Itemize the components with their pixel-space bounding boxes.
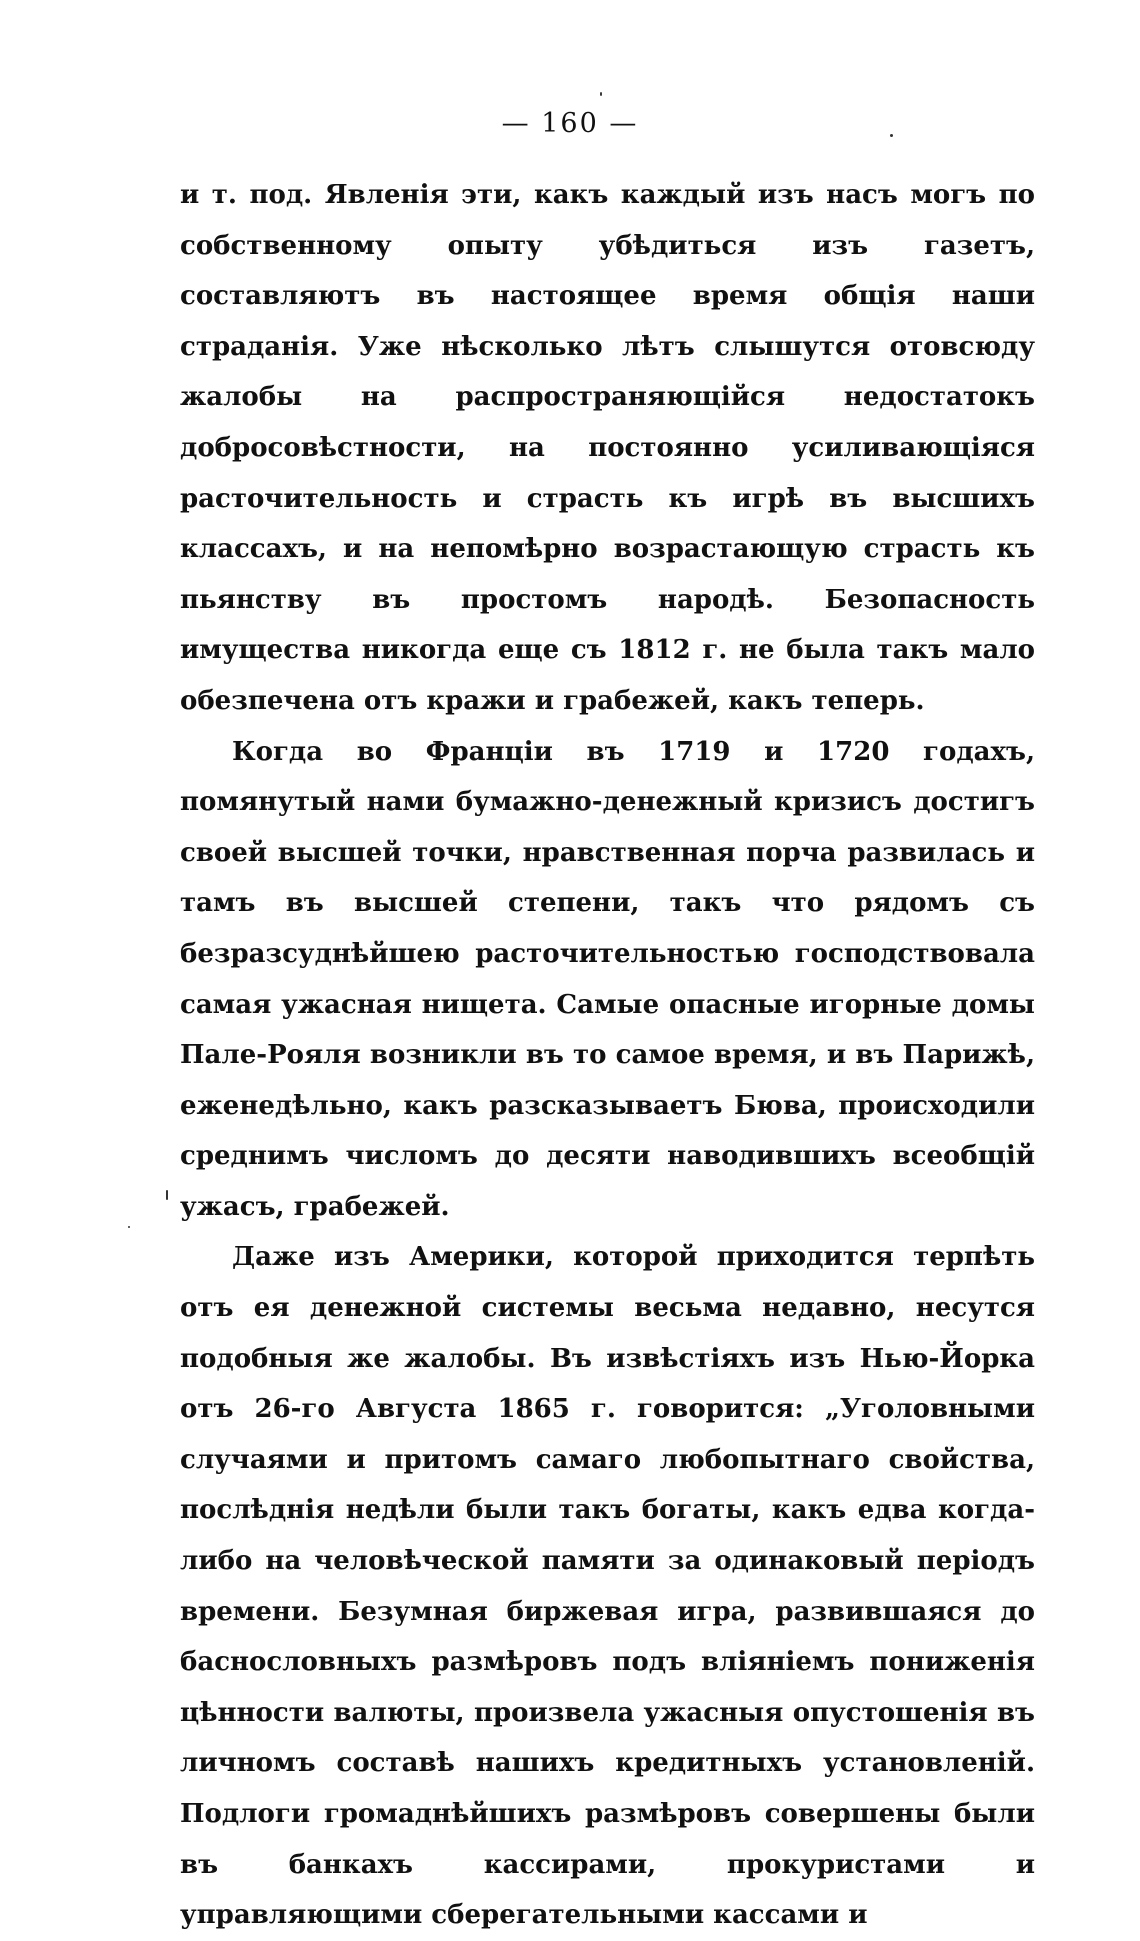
ink-speck xyxy=(166,1190,168,1200)
ink-speck xyxy=(128,1226,130,1228)
ink-speck xyxy=(600,92,602,96)
ink-speck xyxy=(890,134,893,137)
paragraph: Даже изъ Америки, которой приходится терпѣть отъ ея денежной системы весьма недавно, несутся подобныя же жалобы. Въ извѣстіяхъ изъ Нью-Йорка отъ 26-го Августа 1865 г. говорится: „Уголовными случаями и притомъ самаго любопытнаго свойства, послѣднія недѣли были такъ богаты, какъ едва когда-либо на человѣческой памяти за одинаковый періодъ времени. Безумная биржевая игра, развившаяся до баснословныхъ размѣровъ подъ вліяніемъ пониженія цѣнности валюты, произвела ужасныя опустошенія въ личномъ составѣ нашихъ кредитныхъ установленій. Подлоги громаднѣйшихъ размѣровъ совершены были въ банкахъ кассирами, прокуристами и управляющими сберегательными кассами и xyxy=(180,1242,1035,1931)
paragraph: и т. под. Явленія эти, какъ каждый изъ насъ могъ по собственному опыту убѣдиться изъ газетъ, составляютъ въ настоящее время общія наши страданія. Уже нѣсколько лѣтъ слышутся отовсюду жалобы на распространяющійся недостатокъ добросовѣстности, на постоянно усиливающіяся расточительность и страсть къ игрѣ въ высшихъ классахъ, и на непомѣрно возрастающую страсть къ пьянству въ простомъ народѣ. Безопасность имущества никогда еще съ 1812 г. не была такъ мало обезпечена отъ кражи и грабежей, какъ теперь. xyxy=(180,180,1035,716)
body-text xyxy=(180,170,1035,1941)
paragraph: Когда во Франціи въ 1719 и 1720 годахъ, помянутый нами бумажно-денежный кризисъ достигъ своей высшей точки, нравственная порча развилась и тамъ въ высшей степени, такъ что рядомъ съ безразсуднѣйшею расточительностью господствовала самая ужасная нищета. Самые опасные игорные домы Пале-Рояля возникли въ то самое время, и въ Парижѣ, еженедѣльно, какъ разсказываетъ Бюва, происходили среднимъ числомъ до десяти наводившихъ всеобщій ужасъ, грабежей. xyxy=(180,736,1035,1222)
page-number: — 160 — xyxy=(501,108,639,139)
